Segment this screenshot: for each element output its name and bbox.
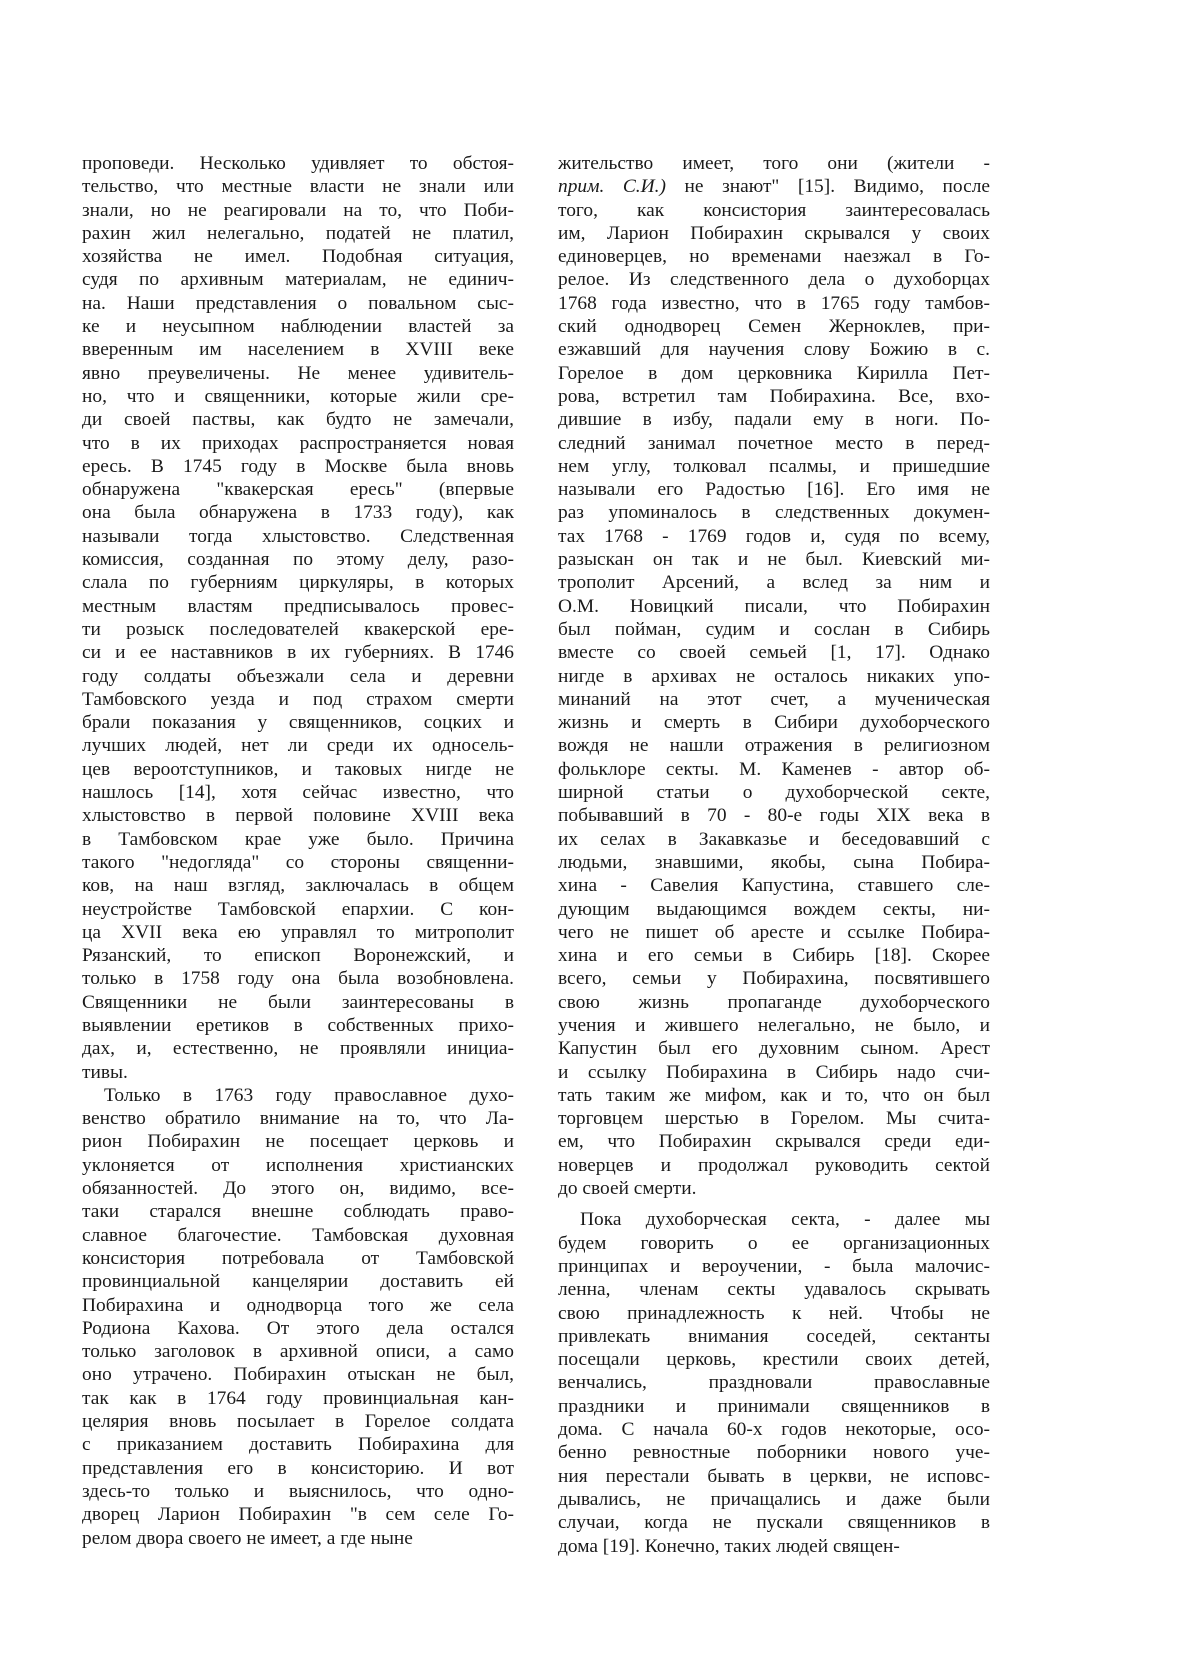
text-line: только заголовок в архивной описи, а само	[82, 1341, 514, 1363]
text-line: ков, на наш взгляд, заключалась в общем	[82, 875, 514, 897]
text-line: Рязанский, то епископ Воронежский, и	[82, 945, 514, 967]
text-line: раз упоминалось в следственных докумен-	[558, 502, 990, 524]
text-line: хозяйства не имел. Подобная ситуация,	[82, 246, 514, 268]
text-line: в Тамбовском крае уже было. Причина	[82, 828, 514, 850]
text-line: принципах и вероучении, - была малочис-	[558, 1255, 990, 1277]
text-line: людьми, знавшими, якобы, сына Побира-	[558, 851, 990, 873]
text-line: представления его в консисторию. И вот	[82, 1457, 514, 1479]
text-line: только в 1758 году она была возобновлена.	[82, 968, 514, 990]
author-note: прим. С.И.)	[558, 176, 666, 198]
text-line: явно преувеличены. Не менее удивитель-	[82, 362, 514, 384]
text-line: посещали церковь, крестили своих детей,	[558, 1349, 990, 1371]
text-line: таки старался внешне соблюдать право-	[82, 1201, 514, 1223]
text-line: местным властям предписывалось провес-	[82, 595, 514, 617]
text-line: что в их приходах распространяется новая	[82, 432, 514, 454]
text-line: проповеди. Несколько удивляет то обстоя-	[82, 153, 514, 174]
text-line: тельство, что местные власти не знали или	[82, 176, 514, 198]
text-line: неустройстве Тамбовской епархии. С кон-	[82, 898, 514, 920]
right-paragraph-1	[558, 152, 990, 1200]
text-line: здесь-то только и выяснилось, что одно-	[82, 1480, 514, 1502]
text-line: обнаружена "квакерская ересь" (впервые	[82, 479, 514, 501]
text-line: выявлении еретиков в собственных прихо-	[82, 1014, 514, 1036]
text-line: хлыстовство в первой половине XVIII века	[82, 805, 514, 827]
text-line: привлекать внимания соседей, сектанты	[558, 1325, 990, 1347]
text-line: такого "недогляда" со стороны священни-	[82, 851, 514, 873]
text-line: хина - Савелия Капустина, ставшего сле-	[558, 875, 990, 897]
text-line: был пойман, судим и сослан в Сибирь	[558, 618, 990, 640]
text-line: праздники и принимали священников в	[558, 1395, 990, 1417]
text-line: славное благочестие. Тамбовская духовная	[82, 1224, 514, 1246]
text-line: ти розыск последователей квакерской ере-	[82, 618, 514, 640]
text-line: будем говорить о ее организационных	[558, 1232, 990, 1254]
text-line: венчались, праздновали православные	[558, 1372, 990, 1394]
text-line: дах, и, естественно, не проявляли инициа-	[82, 1038, 514, 1060]
text-line: целярия вновь посылает в Горелое солдата	[82, 1411, 514, 1433]
text-line: побывавший в 70 - 80-е годы XIX века в	[558, 805, 990, 827]
text-line: бенно ревностные поборники нового уче-	[558, 1442, 990, 1464]
text-line: брали показания у священников, соцких и	[82, 712, 514, 734]
text-line: Священники не были заинтересованы в	[82, 991, 514, 1013]
text-line: на. Наши представления о повальном сыс-	[82, 292, 514, 314]
text-line: году солдаты объезжали села и деревни	[82, 665, 514, 687]
left-paragraph-2	[82, 1084, 514, 1550]
text-line: Пока духоборческая секта, - далее мы	[580, 1209, 990, 1231]
text-line: до своей смерти.	[558, 1178, 697, 1200]
text-line: всего, семьи у Побирахина, посвятившего	[558, 968, 990, 990]
text-line: лучших людей, нет ли среди их односель-	[82, 735, 514, 757]
left-paragraph-1	[82, 152, 514, 1084]
text-line: ленна, членам секты удавалось скрывать	[558, 1279, 990, 1301]
left-column	[82, 152, 514, 1550]
text-line: тать таким же мифом, как и то, что он был	[558, 1084, 990, 1106]
text-line: дворец Ларион Побирахин "в сем селе Го-	[82, 1504, 514, 1526]
text-line: Только в 1763 году православное духо-	[104, 1084, 514, 1106]
paragraph-gap	[558, 1200, 990, 1208]
text-line: фольклоре секты. М. Каменев - автор об-	[558, 758, 990, 780]
text-line: Родиона Кахова. От этого дела остался	[82, 1317, 514, 1339]
text-line: с приказанием доставить Побирахина для	[82, 1434, 514, 1456]
text-fragment: не знают" [15]. Видимо, после	[665, 176, 990, 198]
text-line: провинциальной канцелярии доставить ей	[82, 1271, 514, 1293]
text-line: дома. С начала 60-х годов некоторые, осо-	[558, 1419, 990, 1441]
text-line: называли его Радостью [16]. Его имя не	[558, 479, 990, 501]
text-line: ди своей паствы, как будто не замечали,	[82, 409, 514, 431]
text-line: ца XVII века ею управлял то митрополит	[82, 921, 514, 943]
text-line: ем, что Побирахин скрывался среди еди-	[558, 1131, 990, 1153]
text-line: торговцем шерстью в Горелом. Мы счита-	[558, 1108, 990, 1130]
text-line: венство обратило внимание на то, что Ла-	[82, 1108, 514, 1130]
text-line: трополит Арсений, а вслед за ним и	[558, 572, 990, 594]
text-line: дующим выдающимся вождем секты, ни-	[558, 898, 990, 920]
text-line: их селах в Закавказье и беседовавший с	[558, 828, 990, 850]
text-line: называли тогда хлыстовство. Следственная	[82, 525, 514, 547]
text-line: минаний на этот счет, а мученическая	[558, 688, 990, 710]
text-line: тивы.	[82, 1061, 128, 1083]
text-line: ке и неусыпном наблюдении властей за	[82, 316, 514, 338]
text-line: релом двора своего не имеет, а где ныне	[82, 1527, 413, 1549]
text-line	[558, 175, 990, 198]
text-line: оно утрачено. Побирахин отыскан не был,	[82, 1364, 514, 1386]
text-line: ширной статьи о духоборческой секте,	[558, 782, 990, 804]
text-line: единоверцев, но временами наезжал в Го-	[558, 246, 990, 268]
text-line: консистория потребовала от Тамбовской	[82, 1247, 514, 1269]
text-line: нашлось [14], хотя сейчас известно, что	[82, 782, 514, 804]
text-line: ский однодворец Семен Жерноклев, при-	[558, 316, 990, 338]
text-line: того, как консистория заинтересовалась	[558, 199, 990, 221]
text-line: дывались, не причащались и даже были	[558, 1488, 990, 1510]
text-line: уклоняется от исполнения христианских	[82, 1154, 514, 1176]
text-line: рова, встретил там Побирахина. Все, вхо-	[558, 385, 990, 407]
text-line: хина и его семьи в Сибирь [18]. Скорее	[558, 945, 990, 967]
text-line: но, что и священники, которые жили сре-	[82, 385, 514, 407]
text-line: О.М. Новицкий писали, что Побирахин	[558, 595, 990, 617]
right-paragraph-2	[558, 1208, 990, 1557]
text-line: вверенным им населением в XVIII веке	[82, 339, 514, 361]
text-line: езжавший для научения слову Божию в с.	[558, 339, 990, 361]
text-line: дома [19]. Конечно, таких людей священ-	[558, 1535, 900, 1557]
text-line: обязанностей. До этого он, видимо, все-	[82, 1178, 514, 1200]
text-line: новерцев и продолжал руководить сектой	[558, 1154, 990, 1176]
text-line: свою принадлежность к ней. Чтобы не	[558, 1302, 990, 1324]
text-line: следний занимал почетное место в перед-	[558, 432, 990, 454]
text-line: им, Ларион Побирахин скрывался у своих	[558, 222, 990, 244]
text-line: жизнь и смерть в Сибири духоборческого	[558, 712, 990, 734]
text-line: Горелое в дом церковника Кирилла Пет-	[558, 362, 990, 384]
text-line: и ссылку Побирахина в Сибирь надо счи-	[558, 1061, 990, 1083]
text-line: судя по архивным материалам, не единич-	[82, 269, 514, 291]
text-line: 1768 года известно, что в 1765 году тамбов-	[558, 292, 990, 314]
text-line: слала по губерниям циркуляры, в которых	[82, 572, 514, 594]
text-line: вместе со своей семьей [1, 17]. Однако	[558, 642, 990, 664]
text-line: комиссия, созданная по этому делу, разо-	[82, 549, 514, 571]
text-line: си и ее наставников в их губерниях. В 1746	[82, 642, 514, 664]
text-line: ересь. В 1745 году в Москве была вновь	[82, 455, 514, 477]
text-line: рахин жил нелегально, податей не платил,	[82, 222, 514, 244]
text-line: нигде в архивах не осталось никаких упо-	[558, 665, 990, 687]
text-line: нем углу, толковал псалмы, и пришедшие	[558, 455, 990, 477]
text-line: разыскан он так и не был. Киевский ми-	[558, 549, 990, 571]
text-line: случаи, когда не пускали священников в	[558, 1512, 990, 1534]
right-column	[558, 152, 990, 1558]
text-line: релое. Из следственного дела о духоборцах	[558, 269, 990, 291]
text-line: вождя не нашли отражения в религиозном	[558, 735, 990, 757]
text-line: дившие в избу, падали ему в ноги. По-	[558, 409, 990, 431]
text-line: жительство имеет, того они (жители -	[558, 153, 990, 174]
text-line: ния перестали бывать в церкви, не исповс-	[558, 1465, 990, 1487]
text-line: свою жизнь пропаганде духоборческого	[558, 991, 990, 1013]
text-line: Побирахина и однодворца того же села	[82, 1294, 514, 1316]
text-line: знали, но не реагировали на то, что Поби-	[82, 199, 514, 221]
text-line: учения и жившего нелегально, не было, и	[558, 1014, 990, 1036]
text-line: Тамбовского уезда и под страхом смерти	[82, 688, 514, 710]
text-line: так как в 1764 году провинциальная кан-	[82, 1387, 514, 1409]
text-line: она была обнаружена в 1733 году), как	[82, 502, 514, 524]
text-line: чего не пишет об аресте и ссылке Побира-	[558, 921, 990, 943]
text-line: Капустин был его духовним сыном. Арест	[558, 1038, 990, 1060]
text-line: тах 1768 - 1769 годов и, судя по всему,	[558, 525, 990, 547]
text-line: рион Побирахин не посещает церковь и	[82, 1131, 514, 1153]
text-line: цев вероотступников, и таковых нигде не	[82, 758, 514, 780]
